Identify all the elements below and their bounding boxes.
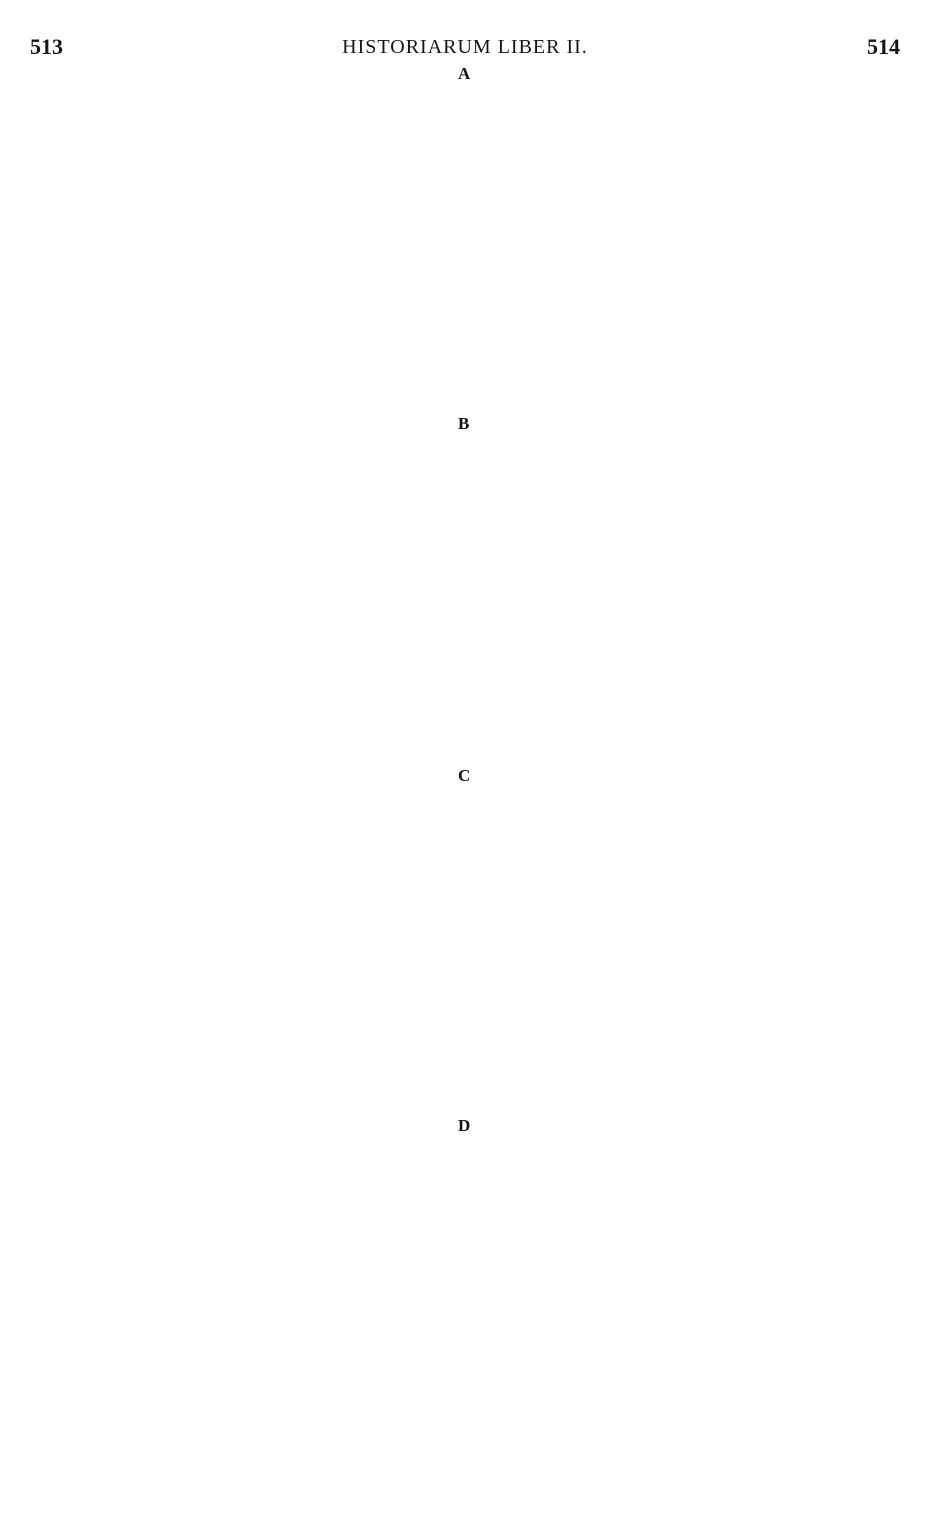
page-number-right: 514 xyxy=(867,34,900,59)
page-number-left: 513 xyxy=(30,34,63,59)
running-header xyxy=(30,30,900,60)
section-marker-b: B xyxy=(458,414,470,433)
section-marker-c: C xyxy=(458,766,471,785)
section-marker-a: A xyxy=(458,64,471,83)
greek-text-column xyxy=(16,64,456,1530)
latin-text-column xyxy=(472,64,902,1530)
running-title: HISTORIARUM LIBER II. xyxy=(342,36,588,58)
section-marker-d: D xyxy=(458,1116,471,1135)
